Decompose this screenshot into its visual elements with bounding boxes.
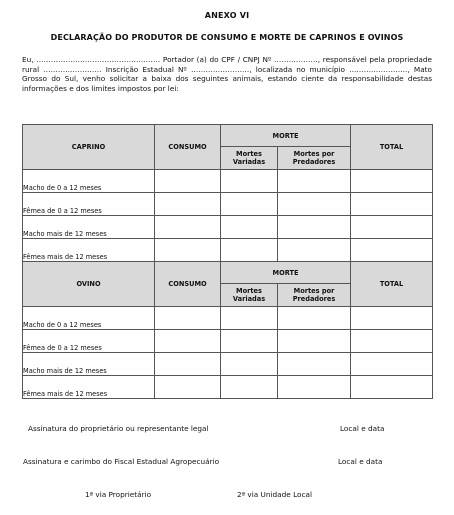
- document-title: DECLARAÇÃO DO PRODUTOR DE CONSUMO E MORTE DE CAPRINOS E OVINOS: [50, 33, 404, 42]
- caprino-mortes-variadas-header: Mortes Variadas: [221, 147, 278, 170]
- caprino-consumo-cell[interactable]: [155, 193, 221, 216]
- owner-place-date-label: Local e data: [340, 424, 385, 433]
- ovino-total-cell[interactable]: [351, 330, 433, 353]
- ovino-mortes-variadas-header: Mortes Variadas: [221, 284, 278, 307]
- declaration-paragraph: Eu, …………………………………………… Portador (a) do CPF / CNPJ Nº ………………, responsável pela propriedade rural …………………… Inscrição Estadual Nº ……………………, localizada no município ……………………, Mato Grosso do Sul, venho solicitar a baixa dos seguintes animais, estando ciente da responsabilidade destas informações e dos limites impostos por lei:: [22, 55, 432, 93]
- ovino-mortes-predadores-cell[interactable]: [278, 330, 351, 353]
- caprino-mortes-predadores-cell[interactable]: [278, 193, 351, 216]
- ovino-mortes-variadas-cell[interactable]: [221, 376, 278, 399]
- ovino-mortes-predadores-cell[interactable]: [278, 353, 351, 376]
- copy-local-unit-label: 2ª via Unidade Local: [237, 490, 312, 499]
- caprino-total-cell[interactable]: [351, 216, 433, 239]
- caprino-mortes-predadores-header: Mortes por Predadores: [278, 147, 351, 170]
- ovino-mortes-variadas-cell[interactable]: [221, 330, 278, 353]
- ovino-mortes-predadores-cell[interactable]: [278, 307, 351, 330]
- ovino-mortes-variadas-cell[interactable]: [221, 353, 278, 376]
- ovino-morte-header: MORTE: [221, 262, 351, 284]
- caprino-mortes-predadores-cell[interactable]: [278, 216, 351, 239]
- ovino-total-cell[interactable]: [351, 353, 433, 376]
- ovino-total-cell[interactable]: [351, 376, 433, 399]
- caprino-row-label: Macho mais de 12 meses: [23, 216, 155, 239]
- caprino-row-label: Fêmea de 0 a 12 meses: [23, 193, 155, 216]
- ovino-row-label: Macho de 0 a 12 meses: [23, 307, 155, 330]
- caprino-mortes-variadas-cell[interactable]: [221, 239, 278, 262]
- annex-heading: ANEXO VI: [204, 11, 250, 20]
- caprino-row-label: Fêmea mais de 12 meses: [23, 239, 155, 262]
- caprino-mortes-variadas-cell[interactable]: [221, 216, 278, 239]
- ovino-consumo-cell[interactable]: [155, 376, 221, 399]
- caprino-consumo-header: CONSUMO: [155, 125, 221, 170]
- caprino-mortes-variadas-cell[interactable]: [221, 170, 278, 193]
- ovino-consumo-cell[interactable]: [155, 307, 221, 330]
- caprino-consumo-cell[interactable]: [155, 216, 221, 239]
- caprino-header: CAPRINO: [23, 125, 155, 170]
- ovino-total-cell[interactable]: [351, 307, 433, 330]
- ovino-header: OVINO: [23, 262, 155, 307]
- caprino-total-header: TOTAL: [351, 125, 433, 170]
- owner-signature-label: Assinatura do proprietário ou representante legal: [28, 424, 209, 433]
- caprino-mortes-predadores-cell[interactable]: [278, 170, 351, 193]
- fiscal-signature-label: Assinatura e carimbo do Fiscal Estadual Agropecuário: [23, 457, 220, 466]
- caprino-total-cell[interactable]: [351, 239, 433, 262]
- caprino-row-label: Macho de 0 a 12 meses: [23, 170, 155, 193]
- ovino-row-label: Fêmea mais de 12 meses: [23, 376, 155, 399]
- fiscal-place-date-label: Local e data: [338, 457, 383, 466]
- ovino-mortes-predadores-cell[interactable]: [278, 376, 351, 399]
- livestock-table: [22, 124, 433, 399]
- ovino-row-label: Fêmea de 0 a 12 meses: [23, 330, 155, 353]
- caprino-mortes-variadas-cell[interactable]: [221, 193, 278, 216]
- ovino-row-label: Macho mais de 12 meses: [23, 353, 155, 376]
- caprino-consumo-cell[interactable]: [155, 239, 221, 262]
- ovino-consumo-cell[interactable]: [155, 330, 221, 353]
- caprino-total-cell[interactable]: [351, 193, 433, 216]
- ovino-mortes-variadas-cell[interactable]: [221, 307, 278, 330]
- ovino-consumo-header: CONSUMO: [155, 262, 221, 307]
- ovino-total-header: TOTAL: [351, 262, 433, 307]
- caprino-mortes-predadores-cell[interactable]: [278, 239, 351, 262]
- ovino-consumo-cell[interactable]: [155, 353, 221, 376]
- caprino-total-cell[interactable]: [351, 170, 433, 193]
- ovino-mortes-predadores-header: Mortes por Predadores: [278, 284, 351, 307]
- caprino-consumo-cell[interactable]: [155, 170, 221, 193]
- copy-owner-label: 1ª via Proprietário: [85, 490, 152, 499]
- caprino-morte-header: MORTE: [221, 125, 351, 147]
